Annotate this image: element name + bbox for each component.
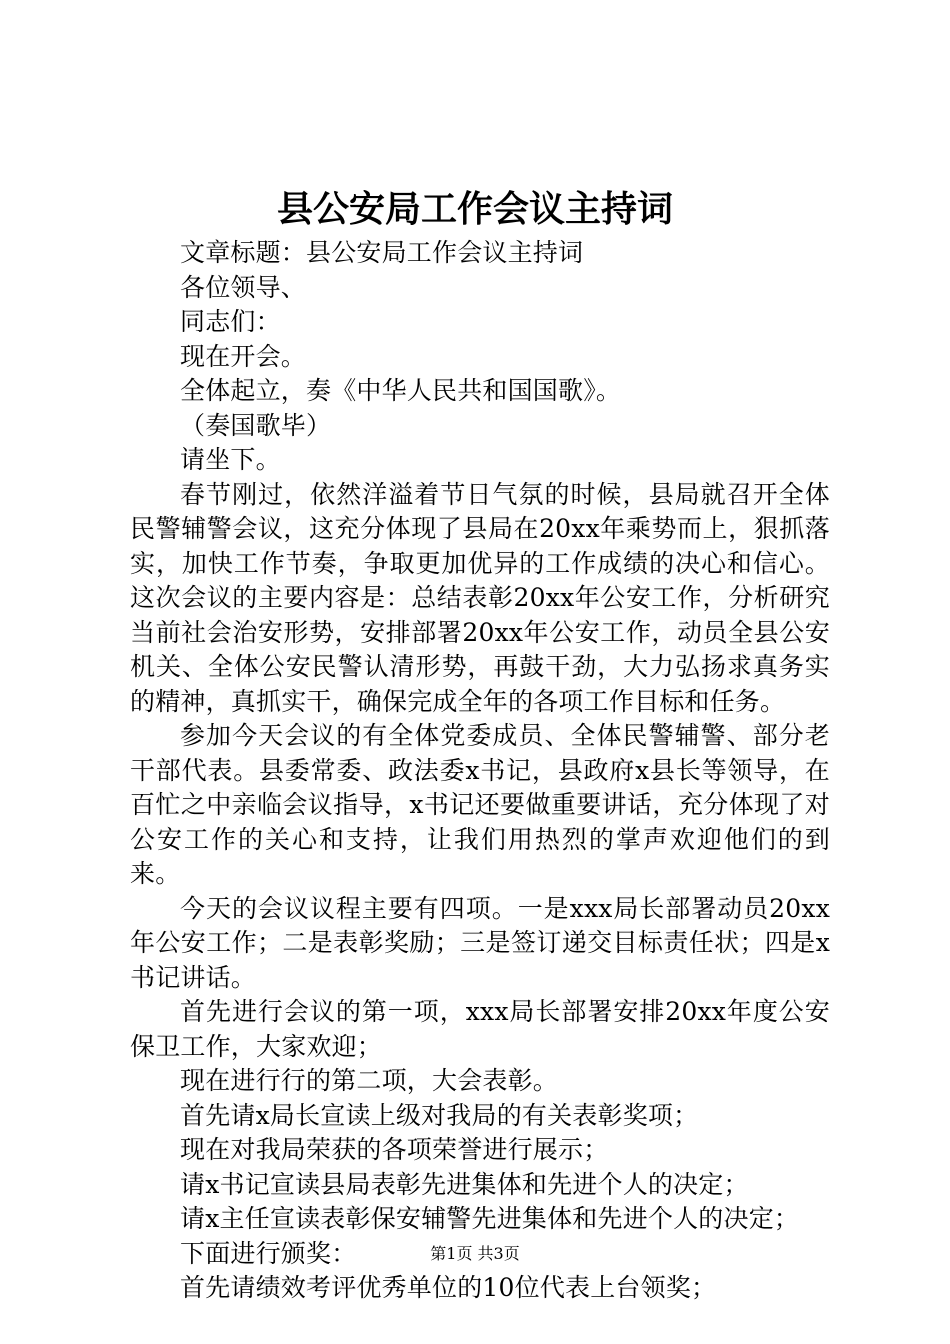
paragraph-county-decision: 请x书记宣读县局表彰先进集体和先进个人的决定； [180, 1169, 749, 1199]
paragraph-attendees: 参加今天会议的有全体党委成员、全体民警辅警、部分老干部代表。县委常委、政法委x书记，县政府x县长等领导，在百忙之中亲临会议指导，x书记还要做重要讲话，充分体现了对公安工作的关心和支持，让我们用热烈的掌声欢迎他们的到来。 [130, 721, 830, 888]
paragraph-anthem-end: （奏国歌毕） [180, 410, 332, 440]
paragraph-meeting-purpose: 春节刚过，依然洋溢着节日气氛的时候，县局就召开全体民警辅警会议，这充分体现了县局在20xx年乘势而上，狠抓落实，加快工作节奏，争取更加优异的工作成绩的决心和信心。这次会议的主要内容是：总结表彰20xx年公安工作，分析研究当前社会治安形势，安排部署20xx年公安工作，动员全县公安机关、全体公安民警认清形势，再鼓干劲，大力弘扬求真务实的精神，真抓实干，确保完成全年的各项工作目标和任务。 [130, 479, 830, 716]
page-footer: 第1页 共3页 [430, 1244, 520, 1263]
paragraph-item-two: 现在进行行的第二项，大会表彰。 [180, 1066, 559, 1095]
paragraph-anthem: 全体起立，奏《中华人民共和国国歌》。 [180, 376, 622, 405]
paragraph-first-awardees: 首先请绩效考评优秀单位的10位代表上台领奖； [180, 1273, 717, 1302]
paragraph-honors-display: 现在对我局荣获的各项荣誉进行展示； [180, 1135, 609, 1164]
document-body [130, 236, 830, 1306]
paragraph-salutation-leaders: 各位领导、 [180, 272, 307, 302]
paragraph-article-title: 文章标题：县公安局工作会议主持词 [180, 238, 584, 267]
paragraph-superior-awards: 首先请x局长宣读上级对我局的有关表彰奖项； [180, 1100, 699, 1130]
document-title: 县公安局工作会议主持词 [276, 188, 673, 230]
paragraph-security-decision: 请x主任宣读表彰保安辅警先进集体和先进个人的决定； [180, 1204, 800, 1233]
paragraph-sit-down: 请坐下。 [180, 445, 281, 474]
paragraph-item-one: 首先进行会议的第一项，xxx局长部署安排20xx年度公安保卫工作，大家欢迎； [130, 997, 830, 1061]
paragraph-agenda: 今天的会议议程主要有四项。一是xxx局长部署动员20xx年公安工作；二是表彰奖励；三是签订递交目标责任状；四是x书记讲话。 [130, 893, 830, 992]
paragraph-salutation-comrades: 同志们： [180, 307, 281, 336]
paragraph-opening: 现在开会。 [180, 341, 307, 371]
paragraph-award-ceremony: 下面进行颁奖： [180, 1238, 357, 1268]
